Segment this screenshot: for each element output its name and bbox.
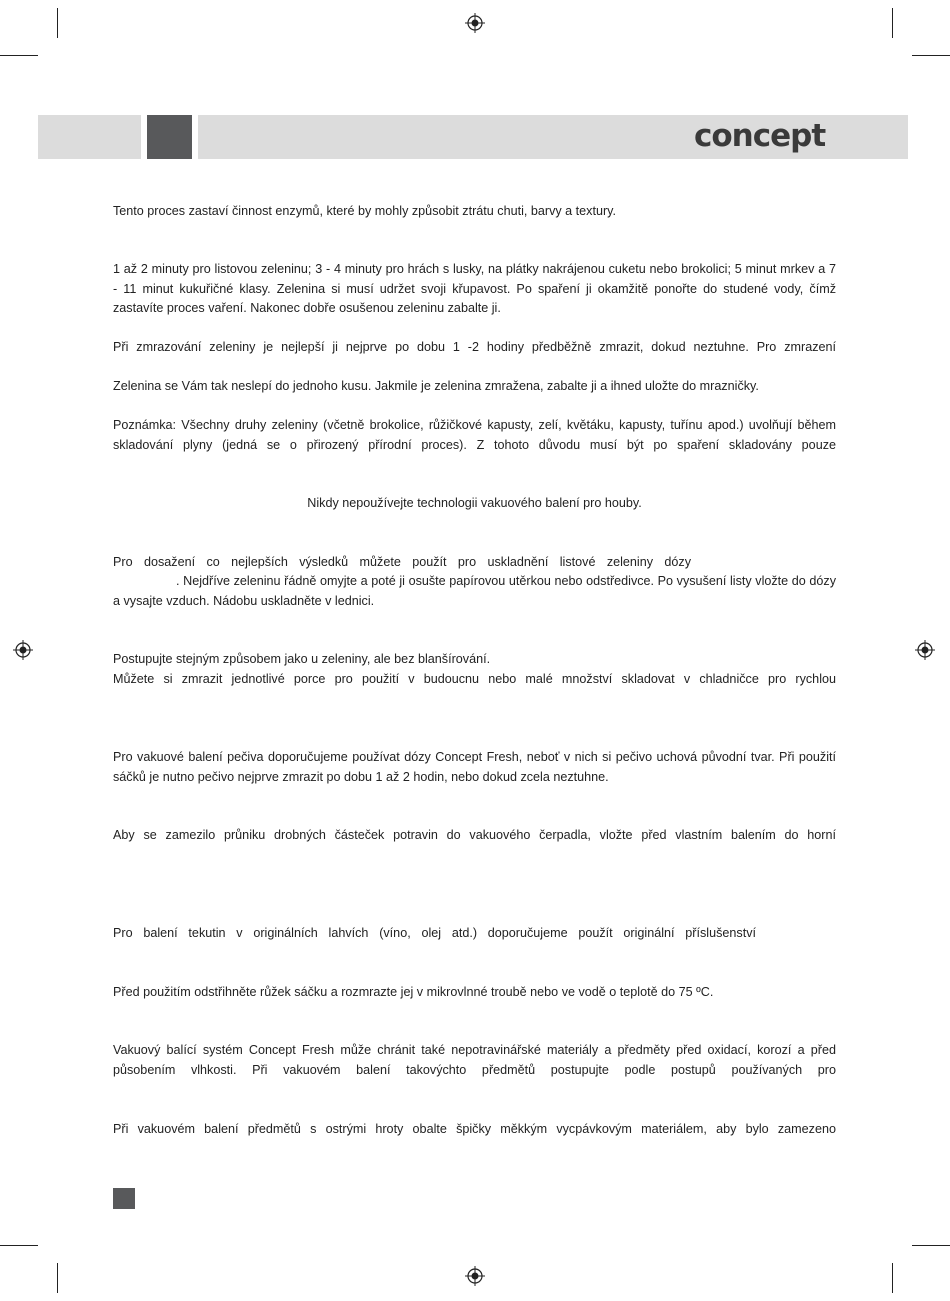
paragraph: Pro balení tekutin v originálních lahvích (víno, olej atd.) doporučujeme použít originální příslušenství [113, 926, 756, 940]
paragraph: Pro vakuové balení pečiva doporučujeme používat dózy Concept Fresh, neboť v nich si pečivo uchová původní tvar. Při použití sáčků je nutno pečivo nejprve zmrazit po dobu 1 až 2 hodin, nebo dokud zcela neztuhne. [113, 750, 836, 784]
paragraph: Poznámka: Všechny druhy zeleniny (včetně brokolice, růžičkové kapusty, zelí, květáku, kapusty, tuřínu apod.) uvolňují během skladování plyny (jedná se o přirozený přírodní proces). Z tohoto důvodu musí být po spaření skladovány pouze [113, 418, 836, 452]
registration-mark-icon [13, 640, 33, 660]
paragraph: Před použitím odstřihněte růžek sáčku a rozmrazte jej v mikrovlnné troubě nebo ve vodě o teplotě do 75 ºC. [113, 985, 714, 999]
header-page-square [147, 115, 192, 159]
crop-mark [912, 1245, 950, 1246]
crop-mark [0, 1245, 38, 1246]
registration-mark-icon [915, 640, 935, 660]
paragraph: . Nejdříve zeleninu řádně omyjte a poté ji osušte papírovou utěrkou nebo odstředivce. Po vysušení listy vložte do dózy a vysajte vzduch. Nádobu uskladněte v lednici. [113, 574, 836, 608]
paragraph: Můžete si zmrazit jednotlivé porce pro použití v budoucnu nebo malé množství skladovat v chladničce pro rychlou [113, 672, 836, 686]
paragraph: 1 až 2 minuty pro listovou zeleninu; 3 - 4 minuty pro hrách s lusky, na plátky nakrájenou cuketu nebo brokolici; 5 minut mrkev a 7 - 11 minut kukuřičné klasy. Zelenina si musí udržet svoji křupavost. Po spaření ji okamžitě ponořte do studené vody, čímž zastavíte proces vaření. Nakonec dobře osušenou zeleninu zabalte ji. [113, 262, 836, 315]
paragraph: Aby se zamezilo průniku drobných částeček potravin do vakuového čerpadla, vložte před vlastním balením do horní [113, 828, 836, 842]
registration-mark-icon [465, 13, 485, 33]
paragraph: Postupujte stejným způsobem jako u zeleniny, ale bez blanšírování. [113, 652, 491, 666]
concept-logo: concept [694, 118, 826, 154]
paragraph: Tento proces zastaví činnost enzymů, které by mohly způsobit ztrátu chuti, barvy a textury. [113, 204, 617, 218]
paragraph: Vakuový balící systém Concept Fresh může chránit také nepotravinářské materiály a předměty před oxidací, korozí a před působením vlhkosti. Při vakuovém balení takovýchto předmětů postupujte podle postupů používaných pro [113, 1043, 836, 1077]
warning-note: Nikdy nepoužívejte technologii vakuového balení pro houby. [307, 496, 642, 510]
paragraph: Zelenina se Vám tak neslepí do jednoho kusu. Jakmile je zelenina zmražena, zabalte ji a ihned uložte do mrazničky. [113, 379, 759, 393]
paragraph: Při zmrazování zeleniny je nejlepší ji nejprve po dobu 1 -2 hodiny předběžně zmrazit, dokud neztuhne. Pro zmrazení [113, 340, 836, 354]
crop-mark [892, 1263, 893, 1293]
crop-mark [57, 1263, 58, 1293]
paragraph: Pro dosažení co nejlepších výsledků můžete použít pro uskladnění listové zeleniny dózy [113, 555, 691, 569]
crop-mark [912, 55, 950, 56]
crop-mark [0, 55, 38, 56]
crop-mark [892, 8, 893, 38]
paragraph: Při vakuovém balení předmětů s ostrými hroty obalte špičky měkkým vycpávkovým materiálem, aby bylo zamezeno [113, 1122, 836, 1136]
crop-mark [57, 8, 58, 38]
registration-mark-icon [465, 1266, 485, 1286]
footer-page-square [113, 1188, 135, 1209]
header-band-left [38, 115, 141, 159]
